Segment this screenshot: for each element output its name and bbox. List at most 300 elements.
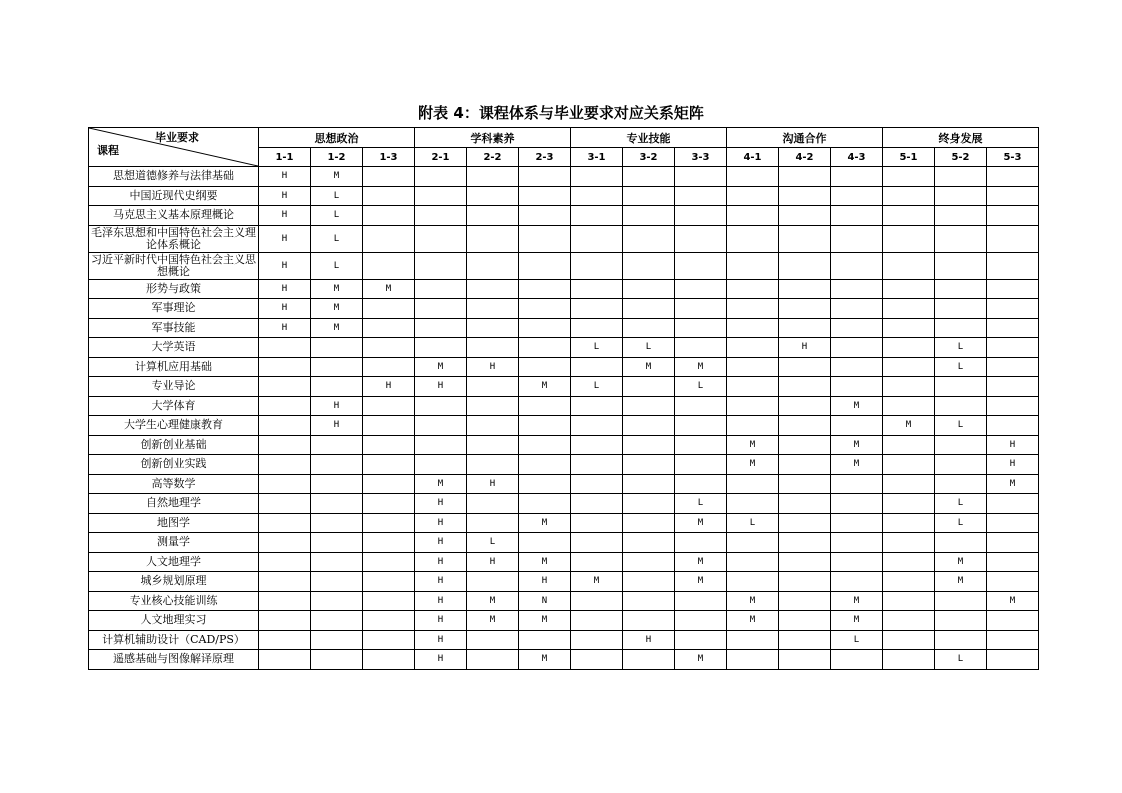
relation-level-cell — [883, 591, 935, 611]
relation-level-cell: M — [987, 591, 1039, 611]
relation-level-cell — [779, 167, 831, 187]
sub-column-header: 2-1 — [415, 148, 467, 167]
relation-level-cell — [467, 650, 519, 670]
relation-level-cell — [883, 396, 935, 416]
relation-level-cell — [779, 435, 831, 455]
relation-level-cell — [779, 225, 831, 252]
sub-column-header: 3-1 — [571, 148, 623, 167]
relation-level-cell — [311, 474, 363, 494]
relation-level-cell — [259, 377, 311, 397]
table-row — [89, 435, 1039, 455]
relation-level-cell — [675, 338, 727, 358]
course-name-cell: 人文地理学 — [89, 552, 259, 572]
relation-level-cell — [363, 552, 415, 572]
relation-level-cell — [935, 611, 987, 631]
relation-level-cell — [623, 318, 675, 338]
relation-level-cell: M — [831, 435, 883, 455]
relation-level-cell: M — [727, 455, 779, 475]
relation-level-cell — [363, 186, 415, 206]
relation-level-cell — [519, 455, 571, 475]
relation-level-cell: H — [467, 474, 519, 494]
relation-level-cell: L — [935, 494, 987, 514]
relation-level-cell — [883, 299, 935, 319]
course-name-cell: 大学英语 — [89, 338, 259, 358]
relation-level-cell — [935, 167, 987, 187]
relation-level-cell: H — [415, 377, 467, 397]
relation-level-cell — [467, 318, 519, 338]
relation-level-cell — [259, 630, 311, 650]
relation-level-cell — [883, 533, 935, 553]
table-row — [89, 533, 1039, 553]
relation-level-cell — [987, 494, 1039, 514]
relation-level-cell: M — [935, 572, 987, 592]
relation-level-cell — [415, 299, 467, 319]
relation-level-cell — [415, 279, 467, 299]
relation-level-cell — [779, 591, 831, 611]
relation-level-cell — [519, 357, 571, 377]
relation-level-cell — [259, 611, 311, 631]
relation-level-cell — [727, 572, 779, 592]
relation-level-cell: M — [623, 357, 675, 377]
relation-level-cell: L — [831, 630, 883, 650]
relation-level-cell — [363, 206, 415, 226]
relation-level-cell — [519, 167, 571, 187]
table-row — [89, 552, 1039, 572]
group-header: 终身发展 — [883, 128, 1039, 148]
relation-level-cell — [519, 416, 571, 436]
relation-level-cell: M — [311, 318, 363, 338]
relation-level-cell: M — [467, 611, 519, 631]
relation-level-cell: M — [727, 611, 779, 631]
relation-level-cell — [675, 533, 727, 553]
relation-level-cell — [571, 513, 623, 533]
relation-level-cell — [623, 167, 675, 187]
course-name-cell: 地图学 — [89, 513, 259, 533]
relation-level-cell — [623, 474, 675, 494]
sub-column-header: 1-2 — [311, 148, 363, 167]
corner-requirement-label: 毕业要求 — [155, 131, 199, 144]
relation-level-cell — [519, 279, 571, 299]
relation-level-cell: H — [415, 572, 467, 592]
relation-level-cell — [987, 186, 1039, 206]
course-name-cell: 大学体育 — [89, 396, 259, 416]
relation-level-cell: H — [415, 552, 467, 572]
table-row — [89, 611, 1039, 631]
relation-level-cell — [623, 225, 675, 252]
relation-level-cell: M — [727, 591, 779, 611]
relation-level-cell — [311, 494, 363, 514]
relation-level-cell — [727, 167, 779, 187]
course-name-cell: 形势与政策 — [89, 279, 259, 299]
relation-level-cell — [415, 186, 467, 206]
relation-level-cell — [363, 225, 415, 252]
relation-level-cell — [987, 357, 1039, 377]
course-name-cell: 专业导论 — [89, 377, 259, 397]
relation-level-cell — [987, 279, 1039, 299]
relation-level-cell — [311, 630, 363, 650]
relation-level-cell — [415, 455, 467, 475]
relation-level-cell — [883, 455, 935, 475]
relation-level-cell — [727, 206, 779, 226]
relation-level-cell — [259, 474, 311, 494]
relation-level-cell — [987, 377, 1039, 397]
relation-level-cell: H — [311, 416, 363, 436]
relation-level-cell — [779, 357, 831, 377]
relation-level-cell — [571, 396, 623, 416]
relation-level-cell — [831, 186, 883, 206]
course-name-cell: 遥感基础与图像解译原理 — [89, 650, 259, 670]
course-name-cell: 马克思主义基本原理概论 — [89, 206, 259, 226]
relation-level-cell — [467, 186, 519, 206]
relation-level-cell — [571, 225, 623, 252]
relation-level-cell — [519, 338, 571, 358]
relation-level-cell — [675, 279, 727, 299]
relation-level-cell — [831, 318, 883, 338]
relation-level-cell — [519, 318, 571, 338]
relation-level-cell — [519, 186, 571, 206]
relation-level-cell — [363, 357, 415, 377]
relation-level-cell — [467, 252, 519, 279]
relation-level-cell — [467, 299, 519, 319]
relation-level-cell — [415, 416, 467, 436]
relation-level-cell: M — [727, 435, 779, 455]
relation-level-cell: M — [935, 552, 987, 572]
sub-column-header: 1-3 — [363, 148, 415, 167]
relation-level-cell — [363, 416, 415, 436]
course-name-cell: 大学生心理健康教育 — [89, 416, 259, 436]
relation-level-cell — [415, 338, 467, 358]
sub-column-header: 1-1 — [259, 148, 311, 167]
relation-level-cell — [727, 318, 779, 338]
relation-level-cell — [363, 435, 415, 455]
relation-level-cell — [623, 552, 675, 572]
course-name-cell: 专业核心技能训练 — [89, 591, 259, 611]
relation-level-cell — [623, 299, 675, 319]
relation-level-cell: M — [675, 357, 727, 377]
table-row — [89, 396, 1039, 416]
relation-level-cell — [623, 533, 675, 553]
relation-level-cell — [675, 318, 727, 338]
relation-level-cell — [831, 252, 883, 279]
relation-level-cell — [675, 591, 727, 611]
relation-level-cell: L — [935, 650, 987, 670]
relation-level-cell — [675, 252, 727, 279]
relation-level-cell — [467, 435, 519, 455]
relation-level-cell — [831, 552, 883, 572]
course-name-cell: 中国近现代史纲要 — [89, 186, 259, 206]
relation-level-cell — [987, 206, 1039, 226]
relation-level-cell — [831, 167, 883, 187]
course-name-cell: 人文地理实习 — [89, 611, 259, 631]
relation-level-cell — [363, 252, 415, 279]
relation-level-cell — [675, 225, 727, 252]
relation-level-cell — [987, 630, 1039, 650]
relation-level-cell — [987, 167, 1039, 187]
relation-level-cell: H — [467, 552, 519, 572]
relation-level-cell — [415, 318, 467, 338]
relation-level-cell — [259, 572, 311, 592]
sub-column-header: 3-2 — [623, 148, 675, 167]
relation-level-cell: L — [311, 225, 363, 252]
relation-level-cell — [727, 377, 779, 397]
relation-level-cell: L — [467, 533, 519, 553]
relation-level-cell — [467, 513, 519, 533]
relation-level-cell: H — [415, 650, 467, 670]
group-header: 沟通合作 — [727, 128, 883, 148]
relation-level-cell — [779, 552, 831, 572]
relation-level-cell: H — [987, 455, 1039, 475]
relation-level-cell — [311, 513, 363, 533]
relation-level-cell — [831, 338, 883, 358]
relation-level-cell — [571, 416, 623, 436]
relation-level-cell — [883, 279, 935, 299]
relation-level-cell — [935, 455, 987, 475]
relation-level-cell: L — [311, 186, 363, 206]
relation-level-cell — [259, 338, 311, 358]
relation-level-cell — [259, 650, 311, 670]
relation-level-cell — [623, 455, 675, 475]
relation-level-cell — [831, 474, 883, 494]
corner-header-cell — [89, 128, 259, 167]
relation-level-cell — [519, 252, 571, 279]
relation-level-cell — [831, 206, 883, 226]
relation-level-cell — [727, 252, 779, 279]
relation-level-cell — [363, 474, 415, 494]
relation-level-cell — [363, 396, 415, 416]
matrix-body — [89, 167, 1039, 670]
relation-level-cell — [779, 572, 831, 592]
relation-level-cell — [935, 591, 987, 611]
relation-level-cell — [675, 167, 727, 187]
group-header: 专业技能 — [571, 128, 727, 148]
relation-level-cell — [259, 591, 311, 611]
relation-level-cell — [779, 416, 831, 436]
relation-level-cell — [675, 630, 727, 650]
relation-level-cell: H — [259, 167, 311, 187]
relation-level-cell — [363, 299, 415, 319]
relation-level-cell — [987, 513, 1039, 533]
relation-level-cell — [883, 494, 935, 514]
relation-level-cell — [623, 572, 675, 592]
relation-level-cell — [987, 338, 1039, 358]
relation-level-cell — [311, 357, 363, 377]
relation-level-cell — [727, 225, 779, 252]
relation-level-cell: H — [415, 533, 467, 553]
relation-level-cell — [779, 455, 831, 475]
relation-level-cell — [935, 396, 987, 416]
relation-level-cell — [519, 206, 571, 226]
relation-level-cell — [987, 225, 1039, 252]
relation-level-cell — [415, 435, 467, 455]
table-row — [89, 513, 1039, 533]
relation-level-cell — [883, 630, 935, 650]
relation-level-cell — [363, 494, 415, 514]
group-header: 思想政治 — [259, 128, 415, 148]
relation-level-cell — [363, 167, 415, 187]
relation-level-cell — [571, 552, 623, 572]
relation-level-cell — [831, 279, 883, 299]
relation-level-cell: M — [311, 279, 363, 299]
relation-level-cell: H — [415, 494, 467, 514]
relation-level-cell — [831, 513, 883, 533]
relation-level-cell — [467, 225, 519, 252]
relation-level-cell: L — [675, 494, 727, 514]
relation-level-cell — [623, 279, 675, 299]
relation-level-cell — [831, 572, 883, 592]
relation-level-cell — [987, 611, 1039, 631]
relation-level-cell — [571, 591, 623, 611]
relation-level-cell — [779, 630, 831, 650]
relation-level-cell — [571, 533, 623, 553]
relation-level-cell — [675, 455, 727, 475]
relation-level-cell: M — [363, 279, 415, 299]
relation-level-cell — [883, 552, 935, 572]
relation-level-cell — [467, 396, 519, 416]
sub-column-header: 4-2 — [779, 148, 831, 167]
relation-level-cell — [727, 357, 779, 377]
relation-level-cell — [935, 252, 987, 279]
course-name-cell: 军事技能 — [89, 318, 259, 338]
relation-level-cell — [883, 186, 935, 206]
relation-level-cell — [675, 416, 727, 436]
relation-level-cell: H — [311, 396, 363, 416]
relation-level-cell — [467, 167, 519, 187]
relation-level-cell — [883, 572, 935, 592]
relation-level-cell: H — [519, 572, 571, 592]
relation-level-cell: H — [415, 630, 467, 650]
relation-level-cell — [415, 396, 467, 416]
mapping-matrix-table — [88, 127, 1039, 670]
group-header-row — [89, 128, 1039, 148]
relation-level-cell: L — [311, 252, 363, 279]
relation-level-cell — [571, 611, 623, 631]
relation-level-cell — [727, 396, 779, 416]
relation-level-cell — [467, 377, 519, 397]
page-title: 附表 4：课程体系与毕业要求对应关系矩阵 — [418, 104, 704, 122]
relation-level-cell: M — [415, 357, 467, 377]
relation-level-cell: L — [935, 416, 987, 436]
relation-level-cell — [831, 225, 883, 252]
relation-level-cell — [415, 225, 467, 252]
relation-level-cell — [415, 167, 467, 187]
relation-level-cell — [311, 552, 363, 572]
relation-level-cell: M — [519, 650, 571, 670]
relation-level-cell — [675, 396, 727, 416]
table-row — [89, 591, 1039, 611]
relation-level-cell — [987, 533, 1039, 553]
relation-level-cell — [987, 552, 1039, 572]
course-name-cell: 高等数学 — [89, 474, 259, 494]
relation-level-cell — [779, 396, 831, 416]
course-name-cell: 毛泽东思想和中国特色社会主义理论体系概论 — [89, 225, 259, 252]
relation-level-cell — [519, 225, 571, 252]
course-name-cell: 创新创业实践 — [89, 455, 259, 475]
relation-level-cell — [935, 186, 987, 206]
relation-level-cell — [779, 299, 831, 319]
course-name-cell: 习近平新时代中国特色社会主义思想概论 — [89, 252, 259, 279]
relation-level-cell — [831, 650, 883, 670]
relation-level-cell — [571, 494, 623, 514]
relation-level-cell — [883, 513, 935, 533]
table-row — [89, 630, 1039, 650]
relation-level-cell — [935, 225, 987, 252]
relation-level-cell — [623, 611, 675, 631]
table-row — [89, 455, 1039, 475]
relation-level-cell — [467, 630, 519, 650]
relation-level-cell — [883, 435, 935, 455]
relation-level-cell — [675, 611, 727, 631]
relation-level-cell: H — [259, 252, 311, 279]
relation-level-cell: M — [311, 167, 363, 187]
relation-level-cell: L — [727, 513, 779, 533]
relation-level-cell — [363, 572, 415, 592]
relation-level-cell — [519, 299, 571, 319]
relation-level-cell: H — [363, 377, 415, 397]
relation-level-cell — [571, 186, 623, 206]
relation-level-cell: M — [987, 474, 1039, 494]
relation-level-cell — [363, 455, 415, 475]
relation-level-cell: M — [571, 572, 623, 592]
relation-level-cell — [883, 474, 935, 494]
relation-level-cell — [987, 396, 1039, 416]
relation-level-cell — [519, 630, 571, 650]
relation-level-cell — [883, 206, 935, 226]
relation-level-cell — [623, 494, 675, 514]
relation-level-cell: H — [259, 225, 311, 252]
relation-level-cell — [623, 591, 675, 611]
relation-level-cell: M — [675, 552, 727, 572]
relation-level-cell — [779, 533, 831, 553]
course-name-cell: 计算机辅助设计（CAD/PS） — [89, 630, 259, 650]
relation-level-cell — [831, 533, 883, 553]
relation-level-cell: H — [987, 435, 1039, 455]
relation-level-cell — [935, 279, 987, 299]
relation-level-cell — [727, 552, 779, 572]
relation-level-cell — [935, 474, 987, 494]
relation-level-cell — [311, 533, 363, 553]
relation-level-cell — [883, 318, 935, 338]
relation-level-cell — [727, 630, 779, 650]
relation-level-cell — [987, 416, 1039, 436]
relation-level-cell — [727, 279, 779, 299]
relation-level-cell — [883, 611, 935, 631]
relation-level-cell — [779, 318, 831, 338]
relation-level-cell: L — [571, 377, 623, 397]
relation-level-cell — [467, 416, 519, 436]
relation-level-cell — [987, 650, 1039, 670]
relation-level-cell: M — [831, 396, 883, 416]
relation-level-cell — [571, 206, 623, 226]
relation-level-cell: L — [675, 377, 727, 397]
relation-level-cell — [311, 377, 363, 397]
relation-level-cell — [883, 252, 935, 279]
relation-level-cell: M — [519, 377, 571, 397]
relation-level-cell — [883, 167, 935, 187]
relation-level-cell: M — [831, 455, 883, 475]
relation-level-cell — [363, 591, 415, 611]
relation-level-cell: M — [883, 416, 935, 436]
relation-level-cell — [727, 533, 779, 553]
relation-level-cell — [571, 279, 623, 299]
relation-level-cell — [311, 455, 363, 475]
relation-level-cell — [571, 474, 623, 494]
relation-level-cell — [311, 611, 363, 631]
relation-level-cell — [779, 206, 831, 226]
relation-level-cell — [519, 396, 571, 416]
relation-level-cell — [987, 318, 1039, 338]
relation-level-cell: L — [311, 206, 363, 226]
relation-level-cell: H — [259, 299, 311, 319]
